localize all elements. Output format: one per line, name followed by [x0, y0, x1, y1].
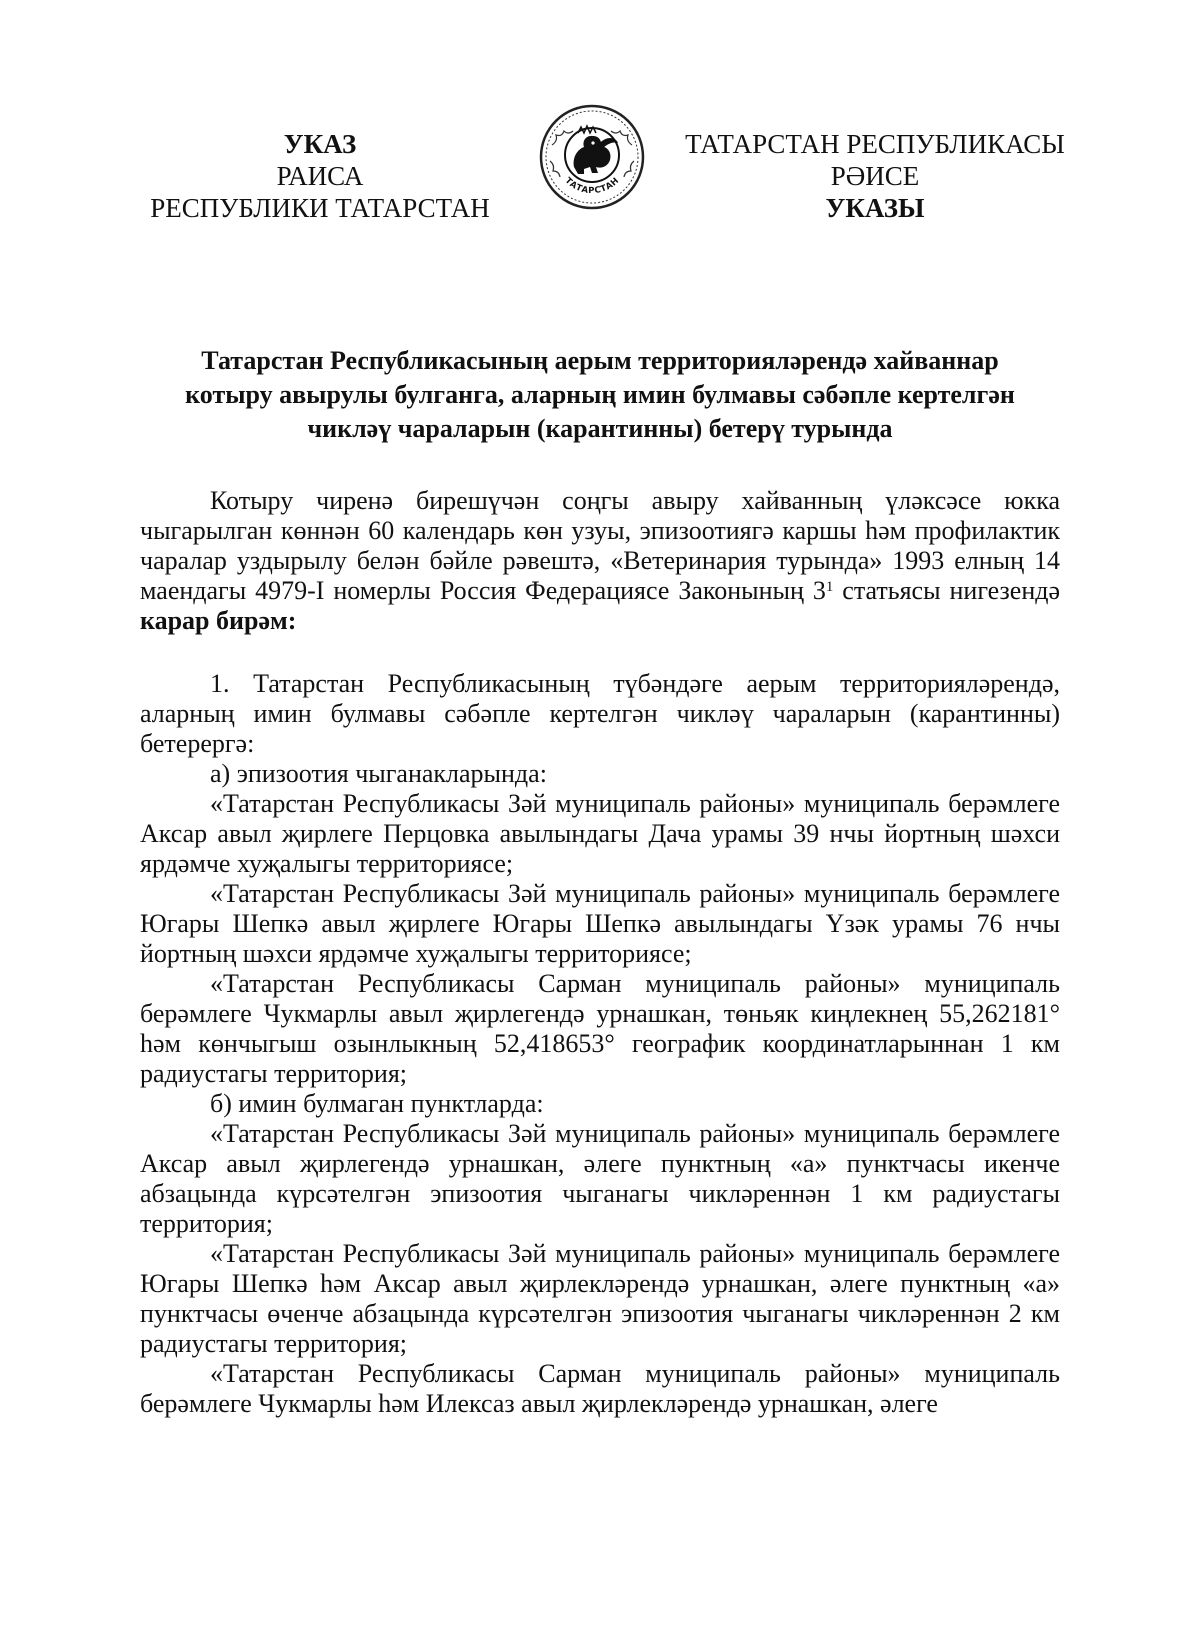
header-left-line3: РЕСПУБЛИКИ ТАТАРСТАН	[150, 193, 490, 223]
subitem-a-paragraph-1: «Татарстан Республикасы Зәй муниципаль районы» муниципаль берәмлеге Аксар авыл җирлеге Перцовка авылындагы Дача урамы 39 нчы йортның шәхси ярдәмче хуҗалыгы территориясе;	[140, 789, 1060, 878]
preamble-block	[140, 486, 1060, 636]
title-line3: чикләү чараларын (карантинны) бетерү турында	[307, 414, 893, 443]
header-right-line3: УКАЗЫ	[825, 193, 925, 223]
preamble-text: Котыру чиренә бирешүчән соңгы авыру хайванның үләксәсе юкка чыгарылган көннән 60 календарь көн узуы, эпизоотиягә каршы һәм профилактик чаралар уздырылу белән бәйле рәвештә, «Ветеринария турында» 1993 елның 14 маендагы 4979-I номерлы Россия Федерациясе Законының 3	[140, 486, 1060, 605]
subitem-b-heading: б) имин булмаган пунктларда:	[210, 1089, 544, 1118]
header-left-line2: РАИСА	[276, 161, 364, 191]
header-tatar	[680, 128, 1070, 224]
item-1-paragraph: 1. Татарстан Республикасының түбәндәге аерым территорияләрендә, аларның имин булмавы сәбәпле кертелгән чикләү чараларын (карантинны) бетерергә:	[140, 669, 1060, 758]
items-block	[140, 669, 1060, 1419]
subitem-b-paragraph-1: «Татарстан Республикасы Зәй муниципаль районы» муниципаль берәмлеге Аксар авыл җирлегендә урнашкан, әлеге пунктның «а» пунктчасы икенче абзацында күрсәтелгән эпизоотия чыганагы чикләреннән 1 км радиустагы территория;	[140, 1119, 1060, 1238]
preamble-paragraph	[140, 486, 1060, 636]
subitem-b-paragraph-3: «Татарстан Республикасы Сарман муниципаль районы» муниципаль берәмлеге Чукмарлы һәм Илексаз авыл җирлекләрендә урнашкан, әлеге	[140, 1359, 1060, 1418]
preamble-resolution: карар бирәм:	[140, 606, 297, 635]
preamble-superscript: 1	[825, 579, 834, 595]
title-line2: котыру авырулы булганга, аларның имин булмавы сәбәпле кертелгән	[185, 380, 1015, 409]
emblem-text: ТАТАРСТАН	[562, 175, 622, 197]
title-line1: Татарстан Республикасының аерым территорияләрендә хайваннар	[201, 346, 999, 375]
header-russian	[140, 128, 500, 224]
preamble-text-after: статьясы нигезендә	[833, 576, 1060, 605]
subitem-b-paragraph-2: «Татарстан Республикасы Зәй муниципаль районы» муниципаль берәмлеге Югары Шепкә һәм Аксар авыл җирлекләрендә урнашкан, әлеге пунктның «а» пунктчасы өченче абзацында күрсәтелгән эпизоотия чыганагы чикләреннән 2 км радиустагы территория;	[140, 1239, 1060, 1358]
document-title	[130, 344, 1070, 446]
coat-of-arms-emblem-icon	[538, 103, 646, 211]
header-right-line1: ТАТАРСТАН РЕСПУБЛИКАСЫ	[685, 129, 1065, 159]
subitem-a-paragraph-2: «Татарстан Республикасы Зәй муниципаль районы» муниципаль берәмлеге Югары Шепкә авыл җирлеге Югары Шепкә авылындагы Үзәк урамы 76 нчы йортның шәхси ярдәмче хуҗалыгы территориясе;	[140, 879, 1060, 968]
header-left-line1: УКАЗ	[283, 129, 357, 159]
subitem-a-paragraph-3: «Татарстан Республикасы Сарман муниципаль районы» муниципаль берәмлеге Чукмарлы авыл җирлегендә урнашкан, төньяк киңлекнең 55,262181° һәм көнчыгыш озынлыкның 52,418653° географик координатларыннан 1 км радиустагы территория;	[140, 969, 1060, 1088]
subitem-a-heading: а) эпизоотия чыганакларында:	[210, 759, 547, 788]
header-right-line2: РӘИСЕ	[830, 161, 920, 191]
